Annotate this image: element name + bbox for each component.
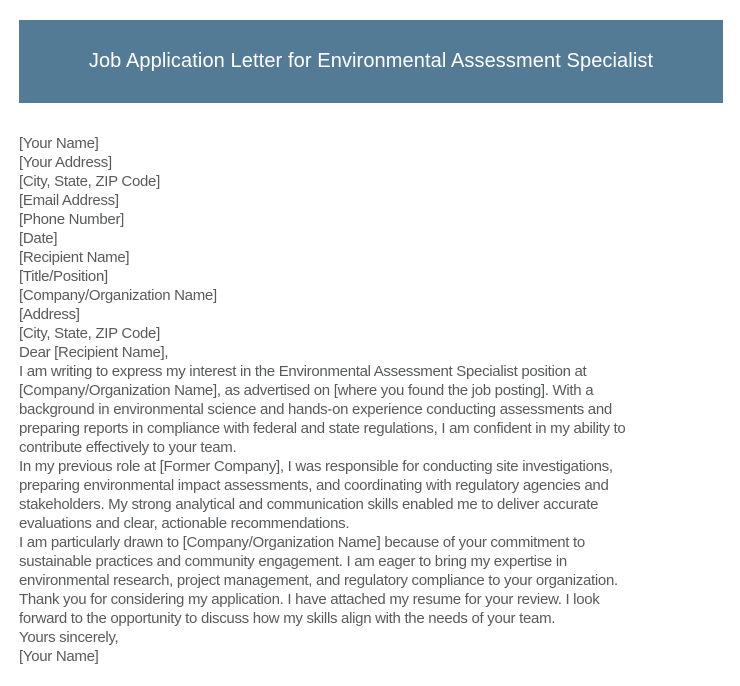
letter-line: [City, State, ZIP Code]	[19, 173, 160, 190]
letter-line: contribute effectively to your team.	[19, 439, 237, 456]
letter-line: preparing environmental impact assessments, and coordinating with regulatory agencies and	[19, 477, 609, 494]
letter-line: [City, State, ZIP Code]	[19, 325, 160, 342]
letter-body	[19, 134, 722, 666]
letter-line: [Title/Position]	[19, 268, 108, 285]
letter-line: [Company/Organization Name]	[19, 287, 217, 304]
letter-line: [Your Address]	[19, 154, 112, 171]
letter-line: preparing reports in compliance with federal and state regulations, I am confident in my ability to	[19, 420, 626, 437]
letter-line: I am particularly drawn to [Company/Organization Name] because of your commitment to	[19, 534, 585, 551]
letter-line: [Date]	[19, 230, 58, 247]
letter-line: Thank you for considering my application. I have attached my resume for your review. I look	[19, 591, 600, 608]
letter-line: sustainable practices and community engagement. I am eager to bring my expertise in	[19, 553, 567, 570]
letter-line: [Your Name]	[19, 135, 99, 152]
letter-line: environmental research, project management, and regulatory compliance to your organization.	[19, 572, 618, 589]
page-title: Job Application Letter for Environmental Assessment Specialist	[88, 50, 654, 72]
letter-line: evaluations and clear, actionable recommendations.	[19, 515, 350, 532]
letter-line: background in environmental science and hands-on experience conducting assessments and	[19, 401, 612, 418]
letter-line: Yours sincerely,	[19, 629, 119, 646]
letter-line: stakeholders. My strong analytical and communication skills enabled me to deliver accurate	[19, 496, 599, 513]
letter-line: [Email Address]	[19, 192, 119, 209]
letter-line: Dear [Recipient Name],	[19, 344, 169, 361]
letter-line: [Phone Number]	[19, 211, 125, 228]
letter-line: In my previous role at [Former Company], I was responsible for conducting site investigations,	[19, 458, 613, 475]
letter-line: [Your Name]	[19, 648, 99, 665]
letter-line: forward to the opportunity to discuss how my skills align with the needs of your team.	[19, 610, 556, 627]
letter-line: [Address]	[19, 306, 80, 323]
letter-line: [Company/Organization Name], as advertised on [where you found the job posting]. With a	[19, 382, 594, 399]
letter-line: [Recipient Name]	[19, 249, 130, 266]
title-banner	[19, 20, 723, 103]
letter-line: I am writing to express my interest in the Environmental Assessment Specialist position at	[19, 363, 587, 380]
